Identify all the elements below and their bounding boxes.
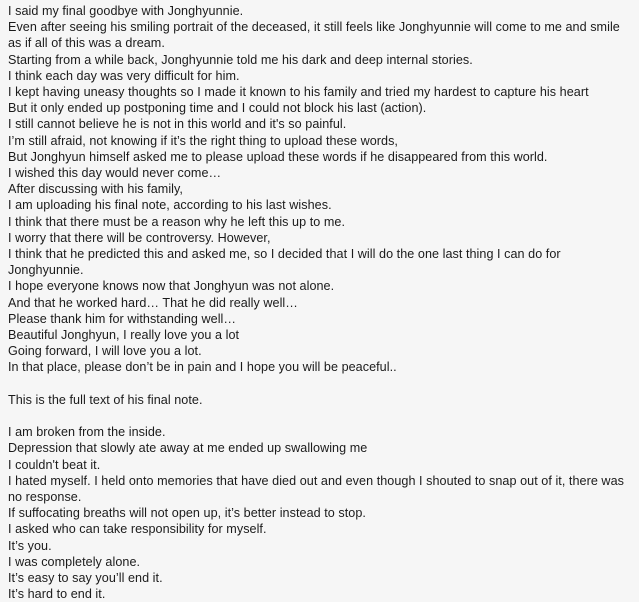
- text-line: I said my final goodbye with Jonghyunnie.: [8, 4, 244, 18]
- text-line: I think that there must be a reason why he left this up to me.: [8, 214, 346, 229]
- text-line: I’m still afraid, not knowing if it’s the right thing to upload these words,: [8, 133, 398, 148]
- text-line: Beautiful Jonghyun, I really love you a lot: [8, 328, 240, 343]
- text-line: Going forward, I will love you a lot.: [8, 344, 202, 359]
- text-line: I am broken from the inside.: [8, 425, 166, 440]
- text-line: I wished this day would never come…: [8, 166, 222, 181]
- text-line: I kept having uneasy thoughts so I made it known to his family and tried my hardest to capture his heart: [8, 85, 589, 100]
- text-line: Starting from a while back, Jonghyunnie told me his dark and deep internal stories.: [8, 52, 473, 67]
- text-line: It’s you.: [8, 538, 52, 553]
- text-line: Depression that slowly ate away at me ended up swallowing me: [8, 441, 368, 456]
- text-line: But it only ended up postponing time and I could not block his last (action).: [8, 101, 427, 116]
- paragraph-spacer: [8, 376, 635, 392]
- text-line: But Jonghyun himself asked me to please upload these words if he disappeared from this world.: [8, 149, 548, 164]
- text-line: Even after seeing his smiling portrait of the deceased, it still feels like Jonghyunnie will come to me and smile as if all of this was a dream.: [8, 20, 620, 51]
- letter-paragraph-3: [8, 424, 635, 602]
- text-line: And that he worked hard… That he did really well…: [8, 295, 298, 310]
- text-line: If suffocating breaths will not open up, it’s better instead to stop.: [8, 506, 366, 521]
- text-line: It’s easy to say you’ll end it.: [8, 571, 163, 586]
- text-line: I still cannot believe he is not in this world and it's so painful.: [8, 117, 347, 132]
- paragraph-spacer: [8, 408, 635, 424]
- text-line: I was completely alone.: [8, 554, 141, 569]
- letter-paragraph-1: [8, 3, 635, 376]
- text-line: After discussing with his family,: [8, 182, 183, 197]
- text-line: I worry that there will be controversy. However,: [8, 230, 271, 245]
- text-line: I asked who can take responsibility for myself.: [8, 522, 267, 537]
- text-line: I hated myself. I held onto memories that have died out and even though I shouted to snap out of it, there was no response.: [8, 473, 624, 505]
- letter-paragraph-2: [8, 392, 635, 408]
- text-line: I hope everyone knows now that Jonghyun was not alone.: [8, 279, 335, 294]
- text-line: This is the full text of his final note.: [8, 392, 203, 407]
- text-line: I couldn't beat it.: [8, 457, 101, 472]
- text-line: I think that he predicted this and asked me, so I decided that I will do the one last thing I can do for Jonghyunnie.: [8, 247, 561, 278]
- text-line: Please thank him for withstanding well…: [8, 311, 237, 326]
- text-line: I think each day was very difficult for him.: [8, 68, 240, 83]
- text-line: It’s hard to end it.: [8, 587, 106, 602]
- text-line: In that place, please don’t be in pain and I hope you will be peaceful..: [8, 360, 397, 375]
- text-line: I am uploading his final note, according to his last wishes.: [8, 198, 332, 213]
